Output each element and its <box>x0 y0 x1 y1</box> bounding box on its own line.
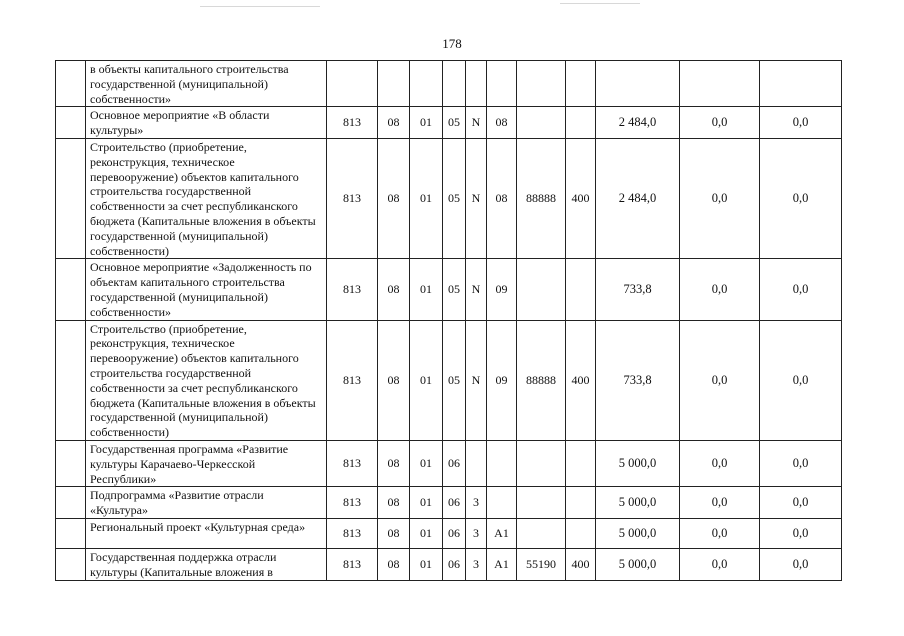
amount-year-3 <box>760 61 842 107</box>
page-number: 178 <box>442 36 462 51</box>
section-code <box>378 61 410 107</box>
program-code: 05 <box>443 107 466 139</box>
amount-year-1: 5 000,0 <box>596 518 680 548</box>
ministry-code: 813 <box>327 259 378 320</box>
row-name: Основное мероприятие «Задолженность по объектам капитального строительства государственной (муниципальной) собственности» <box>86 259 327 320</box>
table-row <box>56 107 842 139</box>
budget-table <box>55 60 842 581</box>
program-code <box>443 61 466 107</box>
row-marker-cell <box>56 548 86 580</box>
amount-year-2: 0,0 <box>680 518 760 548</box>
subprogram-code: N <box>466 107 487 139</box>
event-code <box>487 61 517 107</box>
amount-year-3: 0,0 <box>760 440 842 486</box>
program-code: 06 <box>443 440 466 486</box>
direction-code: 88888 <box>517 138 566 258</box>
program-code: 05 <box>443 320 466 440</box>
table-row <box>56 518 842 548</box>
amount-year-1: 2 484,0 <box>596 107 680 139</box>
expense-type-code <box>566 440 596 486</box>
section-code: 08 <box>378 440 410 486</box>
amount-year-3: 0,0 <box>760 487 842 519</box>
amount-year-1: 5 000,0 <box>596 548 680 580</box>
row-marker-cell <box>56 107 86 139</box>
event-code: А1 <box>487 518 517 548</box>
ministry-code: 813 <box>327 548 378 580</box>
subprogram-code <box>466 61 487 107</box>
subsection-code: 01 <box>410 487 443 519</box>
program-code: 05 <box>443 138 466 258</box>
section-code: 08 <box>378 487 410 519</box>
direction-code <box>517 107 566 139</box>
subsection-code: 01 <box>410 518 443 548</box>
expense-type-code <box>566 487 596 519</box>
program-code: 06 <box>443 487 466 519</box>
amount-year-2: 0,0 <box>680 320 760 440</box>
event-code: 08 <box>487 138 517 258</box>
row-name: Региональный проект «Культурная среда» <box>86 518 327 548</box>
amount-year-2: 0,0 <box>680 487 760 519</box>
scan-artifact <box>200 6 320 7</box>
row-name: Государственная программа «Развитие культуры Карачаево-Черкесской Республики» <box>86 440 327 486</box>
amount-year-2: 0,0 <box>680 548 760 580</box>
direction-code <box>517 440 566 486</box>
amount-year-2: 0,0 <box>680 259 760 320</box>
direction-code <box>517 487 566 519</box>
expense-type-code: 400 <box>566 138 596 258</box>
expense-type-code <box>566 259 596 320</box>
direction-code: 55190 <box>517 548 566 580</box>
event-code: 08 <box>487 107 517 139</box>
amount-year-2 <box>680 61 760 107</box>
amount-year-1: 733,8 <box>596 259 680 320</box>
amount-year-1 <box>596 61 680 107</box>
subsection-code: 01 <box>410 107 443 139</box>
amount-year-1: 5 000,0 <box>596 487 680 519</box>
section-code: 08 <box>378 259 410 320</box>
direction-code <box>517 259 566 320</box>
row-name: Основное мероприятие «В области культуры» <box>86 107 327 139</box>
amount-year-3: 0,0 <box>760 259 842 320</box>
section-code: 08 <box>378 138 410 258</box>
event-code <box>487 487 517 519</box>
row-marker-cell <box>56 440 86 486</box>
amount-year-3: 0,0 <box>760 548 842 580</box>
scan-artifact <box>560 3 640 4</box>
amount-year-1: 733,8 <box>596 320 680 440</box>
table-row <box>56 138 842 258</box>
program-code: 06 <box>443 548 466 580</box>
subsection-code: 01 <box>410 320 443 440</box>
table-row <box>56 320 842 440</box>
subprogram-code: N <box>466 259 487 320</box>
direction-code <box>517 518 566 548</box>
table-row <box>56 487 842 519</box>
section-code: 08 <box>378 320 410 440</box>
subsection-code: 01 <box>410 259 443 320</box>
direction-code: 88888 <box>517 320 566 440</box>
row-name: Государственная поддержка отрасли культуры (Капитальные вложения в <box>86 548 327 580</box>
subsection-code <box>410 61 443 107</box>
direction-code <box>517 61 566 107</box>
amount-year-2: 0,0 <box>680 107 760 139</box>
row-name: Подпрограмма «Развитие отрасли «Культура» <box>86 487 327 519</box>
expense-type-code: 400 <box>566 320 596 440</box>
amount-year-3: 0,0 <box>760 107 842 139</box>
event-code: 09 <box>487 320 517 440</box>
row-name: Строительство (приобретение, реконструкция, техническое перевооружение) объектов капитального строительства государственной собственности за счет республиканского бюджета (Капитальные вложения в объекты государственной (муниципальной) собственности) <box>86 138 327 258</box>
ministry-code: 813 <box>327 487 378 519</box>
row-marker-cell <box>56 518 86 548</box>
program-code: 05 <box>443 259 466 320</box>
subsection-code: 01 <box>410 548 443 580</box>
amount-year-2: 0,0 <box>680 138 760 258</box>
ministry-code: 813 <box>327 518 378 548</box>
subprogram-code: 3 <box>466 487 487 519</box>
subprogram-code: 3 <box>466 518 487 548</box>
amount-year-1: 2 484,0 <box>596 138 680 258</box>
event-code: А1 <box>487 548 517 580</box>
ministry-code: 813 <box>327 320 378 440</box>
expense-type-code <box>566 518 596 548</box>
section-code: 08 <box>378 548 410 580</box>
ministry-code: 813 <box>327 440 378 486</box>
subprogram-code: N <box>466 138 487 258</box>
section-code: 08 <box>378 518 410 548</box>
amount-year-2: 0,0 <box>680 440 760 486</box>
row-name: в объекты капитального строительства государственной (муниципальной) собственности» <box>86 61 327 107</box>
subprogram-code: 3 <box>466 548 487 580</box>
amount-year-3: 0,0 <box>760 138 842 258</box>
row-marker-cell <box>56 61 86 107</box>
expense-type-code: 400 <box>566 548 596 580</box>
subprogram-code <box>466 440 487 486</box>
section-code: 08 <box>378 107 410 139</box>
expense-type-code <box>566 107 596 139</box>
expense-type-code <box>566 61 596 107</box>
table-row <box>56 548 842 580</box>
ministry-code: 813 <box>327 107 378 139</box>
table-row <box>56 440 842 486</box>
table-row <box>56 259 842 320</box>
row-marker-cell <box>56 487 86 519</box>
row-marker-cell <box>56 138 86 258</box>
subprogram-code: N <box>466 320 487 440</box>
subsection-code: 01 <box>410 440 443 486</box>
row-marker-cell <box>56 259 86 320</box>
row-marker-cell <box>56 320 86 440</box>
table-row <box>56 61 842 107</box>
event-code: 09 <box>487 259 517 320</box>
amount-year-3: 0,0 <box>760 518 842 548</box>
program-code: 06 <box>443 518 466 548</box>
subsection-code: 01 <box>410 138 443 258</box>
ministry-code <box>327 61 378 107</box>
amount-year-1: 5 000,0 <box>596 440 680 486</box>
ministry-code: 813 <box>327 138 378 258</box>
event-code <box>487 440 517 486</box>
row-name: Строительство (приобретение, реконструкция, техническое перевооружение) объектов капитального строительства государственной собственности за счет республиканского бюджета (Капитальные вложения в объекты государственной (муниципальной) собственности) <box>86 320 327 440</box>
amount-year-3: 0,0 <box>760 320 842 440</box>
